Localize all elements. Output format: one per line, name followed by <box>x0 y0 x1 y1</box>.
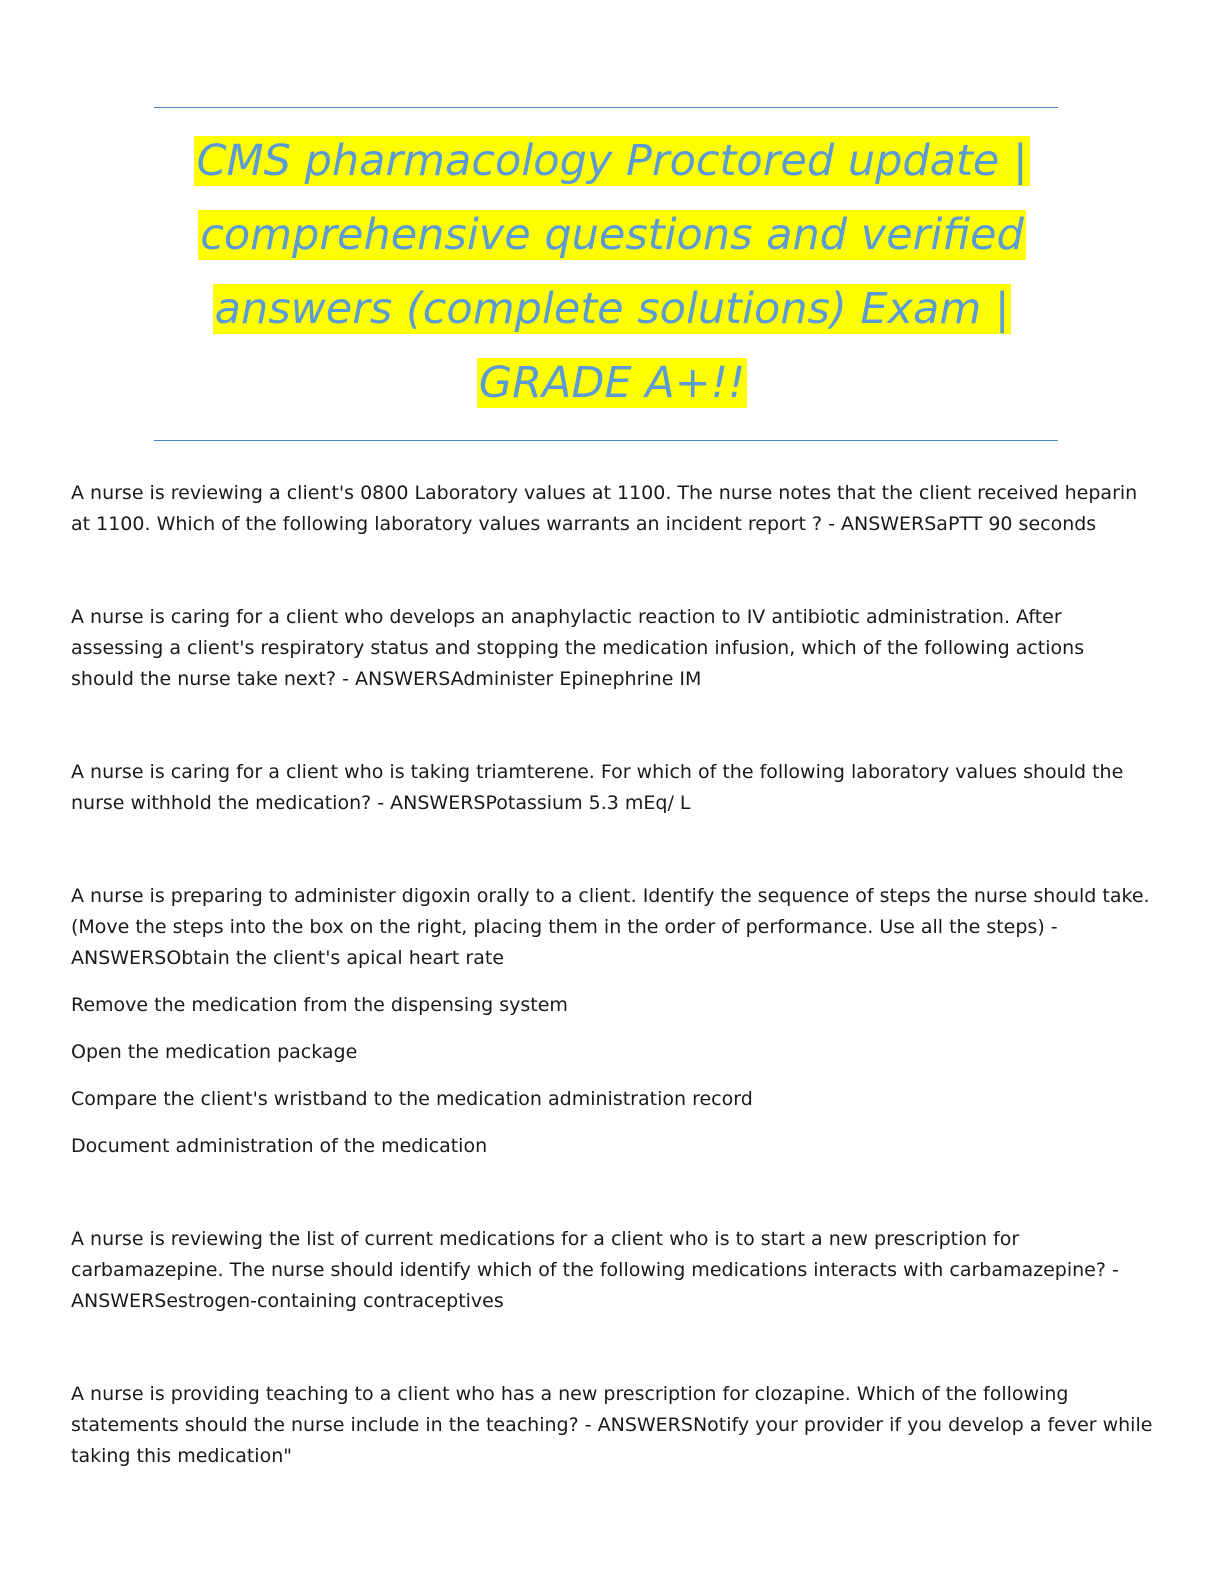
document-title-text: CMS pharmacology Proctored update | comprehensive questions and verified answers (complete solutions) Exam | GRADE A+!! <box>196 136 1028 408</box>
question-text: A nurse is caring for a client who is taking triamterene. For which of the following laboratory values should the nurse withhold the medication? - ANSWERSPotassium 5.3 mEq/ L <box>71 761 1124 814</box>
question-text: A nurse is preparing to administer digoxin orally to a client. Identify the sequence of steps the nurse should take. (Move the steps into the box on the right, placing them in the order of performance. Use all the steps) - ANSWERSObtain the client's apical heart rate <box>71 885 1150 969</box>
question-item <box>71 1224 1153 1317</box>
question-item <box>71 602 1153 695</box>
question-list <box>71 478 1153 1534</box>
question-item <box>71 881 1153 1162</box>
question-item <box>71 757 1153 819</box>
answer-step: Document administration of the medication <box>71 1135 488 1157</box>
question-text: A nurse is providing teaching to a client who has a new prescription for clozapine. Which of the following statements should the nurse include in the teaching? - ANSWERSNotify your provider if you develop a fever while taking this medication" <box>71 1383 1153 1467</box>
bottom-divider <box>154 440 1058 441</box>
document-title <box>140 124 1084 420</box>
question-text: A nurse is reviewing a client's 0800 Laboratory values at 1100. The nurse notes that the client received heparin at 1100. Which of the following laboratory values warrants an incident report ? - ANSWERSaPTT 90 seconds <box>71 482 1138 535</box>
top-divider <box>154 107 1058 108</box>
answer-step: Open the medication package <box>71 1041 358 1063</box>
question-item <box>71 1379 1153 1472</box>
question-text: A nurse is caring for a client who develops an anaphylactic reaction to IV antibiotic administration. After assessing a client's respiratory status and stopping the medication infusion, which of the following actions should the nurse take next? - ANSWERSAdminister Epinephrine IM <box>71 606 1085 690</box>
question-text: A nurse is reviewing the list of current medications for a client who is to start a new prescription for carbamazepine. The nurse should identify which of the following medications interacts with carbamazepine? - ANSWERSestrogen-containing contraceptives <box>71 1228 1119 1312</box>
answer-step: Compare the client's wristband to the medication administration record <box>71 1088 753 1110</box>
question-item <box>71 478 1153 540</box>
answer-step: Remove the medication from the dispensing system <box>71 994 568 1016</box>
